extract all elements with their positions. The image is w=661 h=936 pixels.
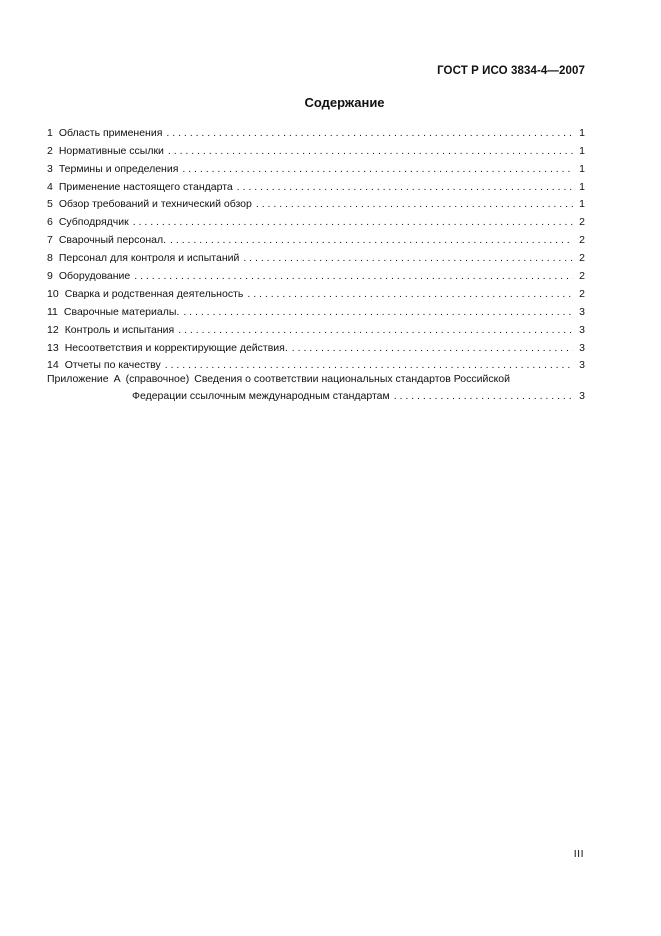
toc-entry-page: 1 [579, 162, 585, 175]
toc-entry-label: Сварочные материалы. [63, 305, 180, 318]
toc-entry[interactable] [47, 229, 585, 247]
toc-entry-label: Субподрядчик [58, 216, 129, 229]
toc-leader-dots [292, 342, 573, 355]
toc-entry-page: 1 [579, 126, 585, 139]
toc-leader-dots [237, 181, 573, 194]
annex-heading-line [47, 373, 585, 390]
toc-entry-label: Персонал для контроля и испытаний [58, 252, 240, 265]
toc-entry[interactable] [47, 337, 585, 355]
toc-leader-dots [182, 163, 573, 176]
toc-entry-number: 7 [47, 234, 53, 247]
toc-entry-label: Контроль и испытания [64, 323, 175, 336]
toc-entry-number: 9 [47, 270, 53, 283]
toc-entry-page: 2 [579, 216, 585, 229]
toc-leader-dots [183, 306, 573, 319]
toc-entry-label: Термины и определения [58, 162, 179, 175]
toc-annex-entry[interactable] [47, 373, 585, 403]
toc-entry-number: 2 [47, 144, 53, 157]
toc-entry[interactable] [47, 194, 585, 212]
toc-entry-label: Область применения [58, 126, 163, 139]
toc-entry-page: 1 [579, 198, 585, 211]
toc-entry-page: 3 [579, 359, 585, 372]
toc-entry-number: 8 [47, 252, 53, 265]
toc-leader-dots [134, 270, 573, 283]
annex-page: 3 [579, 390, 585, 402]
annex-title-line1: Сведения о соответствии национальных стандартов Российской [194, 373, 511, 385]
toc-entry[interactable] [47, 247, 585, 265]
toc-entry-page: 3 [579, 323, 585, 336]
toc-leader-dots [178, 324, 573, 337]
toc-entry-label: Несоответствия и корректирующие действия. [64, 341, 288, 354]
toc-entry-label: Сварочный персонал. [58, 234, 167, 247]
toc-leader-dots [166, 127, 573, 140]
toc-entry[interactable] [47, 355, 585, 373]
toc-entry-page: 3 [579, 341, 585, 354]
toc-entry-number: 3 [47, 162, 53, 175]
toc-entry[interactable] [47, 283, 585, 301]
table-of-contents [47, 122, 585, 372]
toc-entry[interactable] [47, 265, 585, 283]
toc-entry[interactable] [47, 319, 585, 337]
toc-leader-dots [170, 234, 573, 247]
toc-entry[interactable] [47, 122, 585, 140]
toc-entry-page: 3 [579, 305, 585, 318]
toc-entry-label: Отчеты по качеству [64, 359, 161, 372]
toc-leader-dots [243, 252, 573, 265]
toc-entry-number: 11 [47, 305, 58, 318]
toc-entry-label: Оборудование [58, 270, 131, 283]
toc-entry[interactable] [47, 176, 585, 194]
toc-entry-number: 4 [47, 180, 53, 193]
toc-leader-dots [256, 198, 573, 211]
toc-entry-number: 10 [47, 287, 59, 300]
toc-entry-page: 2 [579, 270, 585, 283]
toc-entry[interactable] [47, 140, 585, 158]
toc-entry-number: 12 [47, 323, 59, 336]
toc-entry-number: 14 [47, 359, 59, 372]
annex-type: (справочное) [125, 373, 190, 385]
annex-title-line2: Федерации ссылочным международным стандартам [132, 390, 390, 402]
document-code: ГОСТ Р ИСО 3834-4—2007 [437, 65, 585, 77]
annex-prefix: Приложение [47, 373, 109, 385]
toc-leader-dots [168, 145, 573, 158]
toc-entry-label: Применение настоящего стандарта [58, 180, 233, 193]
annex-letter: А [113, 373, 121, 385]
toc-leader-dots [247, 288, 573, 301]
page-number: III [573, 848, 584, 860]
toc-entry-page: 2 [579, 252, 585, 265]
toc-entry-page: 1 [579, 180, 585, 193]
toc-leader-dots [165, 359, 573, 372]
toc-entry[interactable] [47, 301, 585, 319]
toc-entry-page: 1 [579, 144, 585, 157]
annex-continuation-line [132, 390, 585, 403]
toc-entry[interactable] [47, 211, 585, 229]
toc-entry-number: 5 [47, 198, 53, 211]
toc-entry-label: Сварка и родственная деятельность [64, 287, 244, 300]
toc-entry-number: 13 [47, 341, 59, 354]
toc-title: Содержание [304, 95, 385, 110]
toc-entry-label: Обзор требований и технический обзор [58, 198, 252, 211]
toc-entry-page: 2 [579, 234, 585, 247]
toc-entry-page: 2 [579, 287, 585, 300]
toc-leader-dots [133, 216, 573, 229]
toc-entry-label: Нормативные ссылки [58, 144, 164, 157]
toc-entry-number: 1 [47, 126, 53, 139]
toc-entry[interactable] [47, 158, 585, 176]
toc-entry-number: 6 [47, 216, 53, 229]
toc-leader-dots [394, 390, 573, 403]
